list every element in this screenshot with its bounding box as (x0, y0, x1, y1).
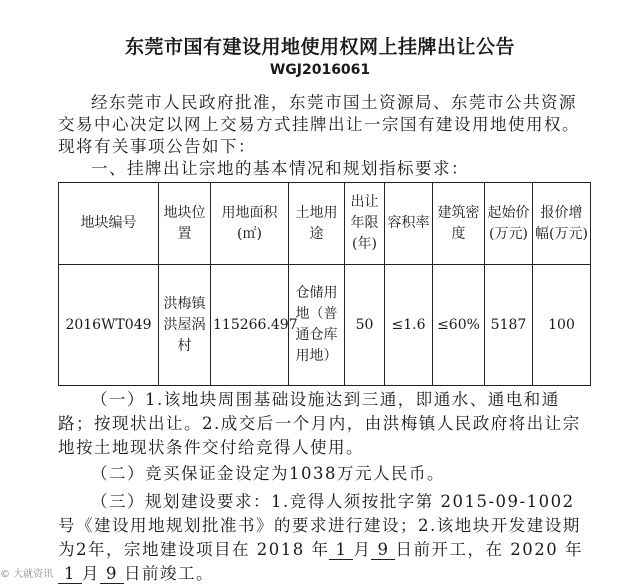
start-month: 1 (329, 540, 353, 560)
header-cell: 报价增幅(万元) (533, 183, 591, 265)
item-3-text: 月 (353, 540, 372, 559)
table-cell: ≤60% (433, 265, 485, 386)
header-cell: 出让年限(年) (345, 183, 385, 265)
start-day: 9 (371, 540, 395, 560)
item-3-text: （三）规划建设要求：1.竞得人须按批字第 2015-09-1002 号《建设用地规划批准书》的要求进行建设；2.该地块开发建设期为2年，宗地建设项目在 2018 年 (58, 492, 581, 559)
table-header-row (59, 183, 591, 265)
header-cell: 用地面积(㎡) (211, 183, 289, 265)
land-parcel-table (58, 182, 591, 386)
end-day: 9 (100, 564, 124, 584)
table-cell: 100 (533, 265, 591, 386)
section-heading: 一、挂牌出让宗地的基本情况和规划指标要求： (91, 159, 469, 178)
header-cell: 容积率 (385, 183, 433, 265)
item-3-text: 日前开工，在 2020 年 (395, 540, 583, 559)
header-cell: 起始价(万元) (485, 183, 533, 265)
item-3-text: 月 (82, 564, 100, 583)
header-cell: 土地用途 (289, 183, 345, 265)
document-number: WGJ2016061 (269, 62, 371, 78)
item-3-text: 日前竣工。 (124, 564, 214, 583)
table-cell: 50 (345, 265, 385, 386)
end-month: 1 (58, 564, 82, 584)
header-cell: 地块编号 (59, 183, 159, 265)
table-row (59, 265, 591, 386)
intro-paragraph: 经东莞市人民政府批准，东莞市国土资源局、东莞市公共资源交易中心决定以网上交易方式挂牌出让一宗国有建设用地使用权。现将有关事项公告如下： (58, 93, 580, 156)
condition-item-1: （一）1.该地块周围基础设施达到三通，即通水、通电和通路；按现状出让。2.成交后一个月内，由洪梅镇人民政府将出让宗地按土地现状条件交付给竞得人使用。 (58, 390, 581, 457)
condition-item-2: （二）竞买保证金设定为1038万元人民币。 (91, 464, 445, 483)
document-title: 东莞市国有建设用地使用权网上挂牌出让公告 (124, 36, 515, 58)
condition-item-3 (58, 490, 590, 586)
table-cell: 115266.497 (211, 265, 289, 386)
header-cell: 地块位置 (159, 183, 211, 265)
table-cell: 仓储用地（普通仓库用地） (289, 265, 345, 386)
table-cell: 5187 (485, 265, 533, 386)
watermark: © 大就资讯 (0, 569, 54, 580)
table-cell: 2016WT049 (59, 265, 159, 386)
header-cell: 建筑密度 (433, 183, 485, 265)
table-cell: ≤1.6 (385, 265, 433, 386)
table-cell: 洪梅镇洪屋涡村 (159, 265, 211, 386)
